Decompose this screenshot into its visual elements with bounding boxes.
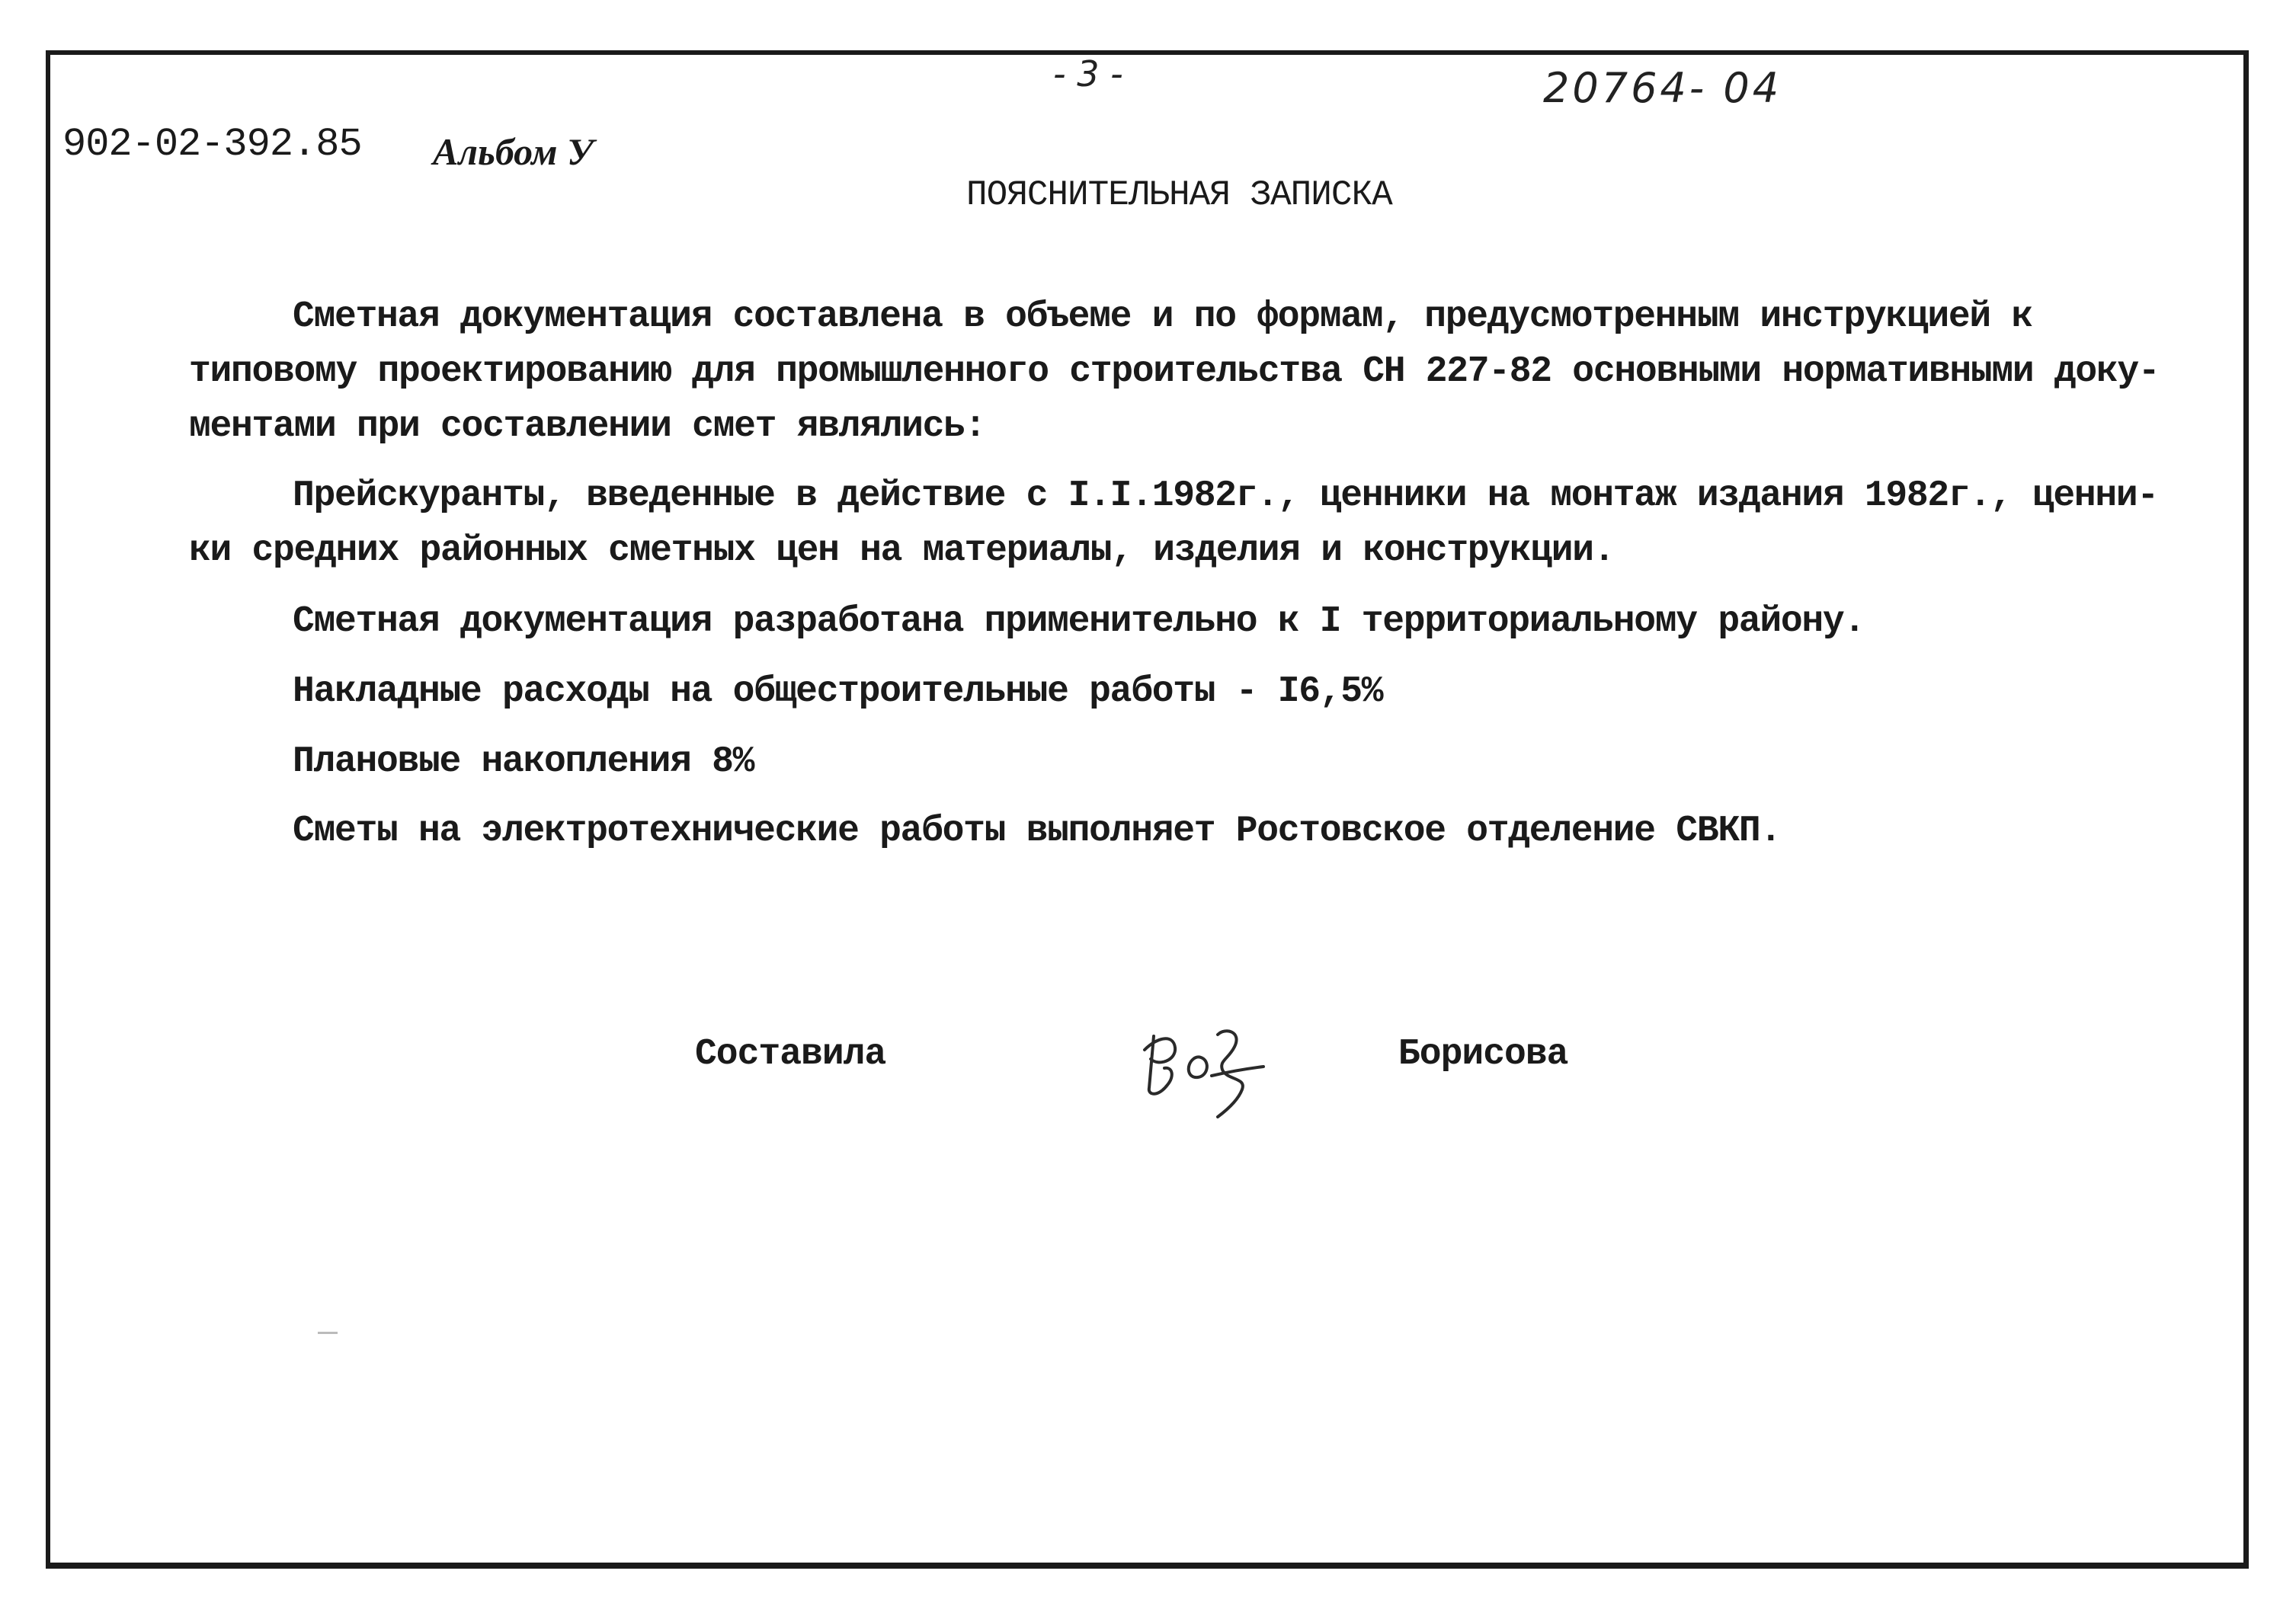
handwritten-signature (1128, 1006, 1303, 1120)
paragraph-overhead (189, 664, 2186, 719)
paragraph-scope (189, 290, 2186, 454)
paragraph-line: Накладные расходы на общестроительные работы - I6,5% (293, 671, 1383, 712)
paragraph-territory (189, 594, 2186, 649)
archive-number: 20764- 04 (1543, 64, 1782, 112)
paragraph-line: типовому проектированию для промышленного строительства СН 227-82 основными нормативными доку- (189, 351, 2160, 392)
paragraph-savings (189, 734, 2186, 789)
paragraph-line: Прейскуранты, введенные в действие с I.I.1982г., ценники на монтаж издания 1982г., ценни- (293, 475, 2158, 517)
document-code: 902-02-392.85 (62, 122, 362, 167)
album-label: Альбом У (433, 130, 594, 173)
paragraph-line: Сметная документация составлена в объеме и по формам, предусмотренным инструкцией к (293, 296, 2032, 338)
page-title: ПОЯСНИТЕЛЬНАЯ ЗАПИСКА (966, 175, 1392, 215)
paragraph-price-lists (189, 469, 2186, 578)
paragraph-line: Плановые накопления 8% (293, 741, 754, 782)
paragraph-line: ментами при составлении смет являлись: (189, 406, 986, 447)
signer-name: Борисова (1398, 1034, 1568, 1075)
paragraph-electrical (189, 804, 2186, 859)
paragraph-line: Сметная документация разработана применительно к I территориальному району. (293, 601, 1865, 642)
page-number: - 3 - (1053, 53, 1123, 94)
paragraph-line: ки средних районных сметных цен на материалы, изделия и конструкции. (189, 530, 1615, 571)
scan-speck (318, 1332, 338, 1334)
signature-label: Составила (695, 1034, 886, 1075)
paragraph-line: Сметы на электротехнические работы выполняет Ростовское отделение СВКП. (293, 811, 1781, 852)
